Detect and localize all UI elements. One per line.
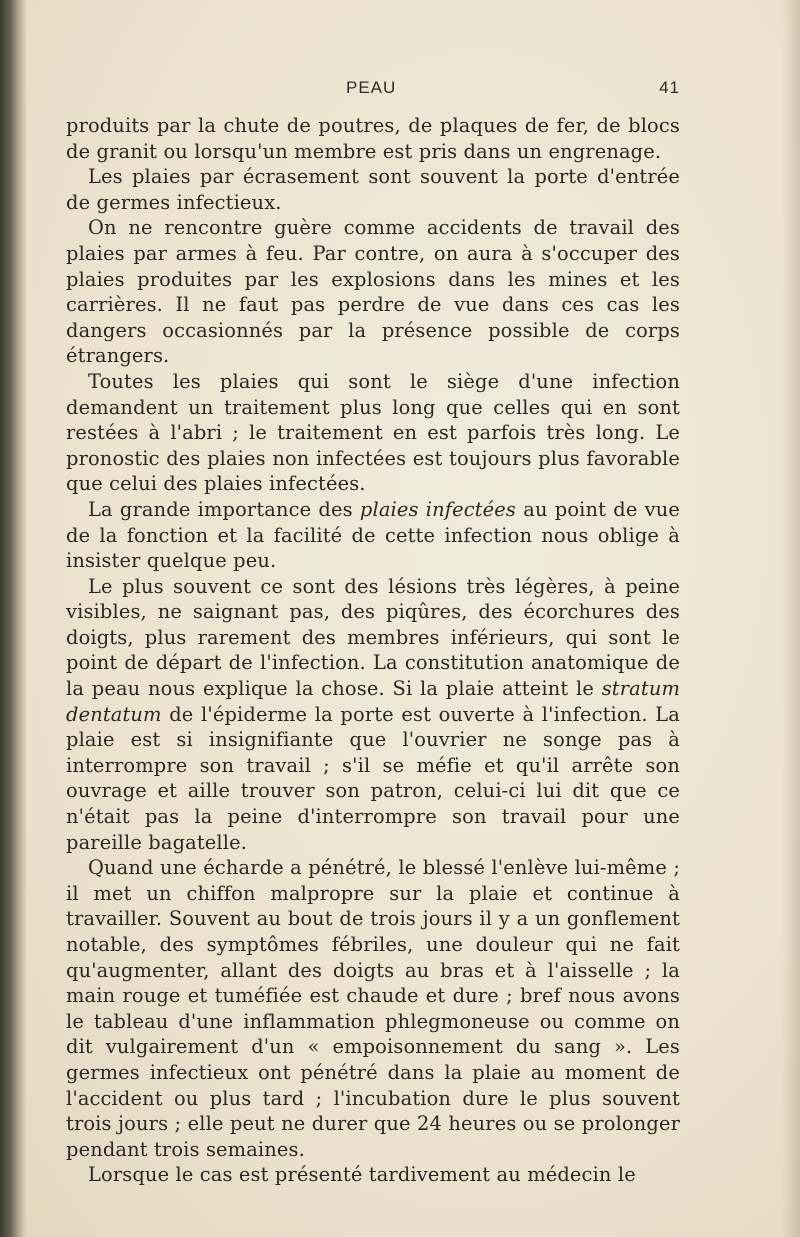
italic-term-stratum-dentatum: stratum dentatum: [66, 677, 680, 726]
paragraph-7: Quand une écharde a pénétré, le blessé l'enlève lui-même ; il met un chiffon malpropre sur la plaie et continue à travailler. Souvent au bout de trois jours il y a un gonflement notable, des symptômes fébriles, une douleur qui ne fait qu'augmenter, allant des doigts au bras et à l'aisselle ; la main rouge et tuméfiée est chaude et dure ; bref nous avons le tableau d'une inflammation phlegmoneuse ou comme on dit vulgairement d'un « empoisonnement du sang ». Les germes infectieux ont pénétré dans la plaie au moment de l'accident ou plus tard ; l'incubation dure le plus souvent trois jours ; elle peut ne durer que 24 heures ou se prolonger pendant trois semaines.: [66, 856, 680, 1161]
paragraph-3: On ne rencontre guère comme accidents de travail des plaies par armes à feu. Par contre, on aura à s'occuper des plaies produites par les explosions dans les mines et les carrières. Il ne faut pas perdre de vue dans ces cas les dangers occasionnés par la présence possible de corps étrangers.: [66, 216, 680, 368]
paragraph-6-text-a: Le plus souvent ce sont des lésions très légères, à peine visibles, ne saignant pas, des piqûres, des écorchures des doigts, plus rarement des membres inférieurs, qui sont le point de départ de l'infection. La constitution anatomique de la peau nous explique la chose. Si la plaie atteint le: [66, 574, 680, 701]
body-text: [66, 113, 680, 1188]
paragraph-5-text-b: au point de vue de la fonction et la facilité de cette infection nous oblige à insister quelque peu.: [66, 497, 681, 573]
paragraph-2: Les plaies par écrasement sont souvent la porte d'entrée de germes infectieux.: [66, 165, 680, 214]
page-number: 41: [659, 78, 680, 97]
italic-term-plaies-infectees: plaies infectées: [359, 497, 517, 521]
paragraph-4: Toutes les plaies qui sont le siège d'une infection demandent un traitement plus long que celles qui en sont restées à l'abri ; le traitement en est parfois très long. Le pronostic des plaies non infectées est toujours plus favorable que celui des plaies infectées.: [66, 369, 680, 496]
paragraph-6-text-b: de l'épiderme la porte est ouverte à l'infection. La plaie est si insignifiante que l'ouvrier ne songe pas à interrompre son travail ; s'il se méfie et qu'il arrête son ouvrage et aille trouver son patron, celui-ci lui dit que ce n'était pas la peine d'interrompre son travail pour une pareille bagatelle.: [66, 702, 680, 854]
paragraph-6: [66, 574, 680, 856]
book-binding-edge: [0, 0, 26, 1237]
paragraph-5-text-a: La grande importance des: [88, 497, 360, 521]
paragraph-1: produits par la chute de poutres, de plaques de fer, de blocs de granit ou lorsqu'un membre est pris dans un engrenage.: [66, 114, 680, 163]
paragraph-5: [66, 497, 680, 574]
running-head: PEAU: [346, 78, 397, 97]
page-edge-shadow: [782, 0, 800, 1237]
paragraph-8: Lorsque le cas est présenté tardivement au médecin le: [88, 1163, 636, 1187]
page-header: [66, 78, 680, 104]
